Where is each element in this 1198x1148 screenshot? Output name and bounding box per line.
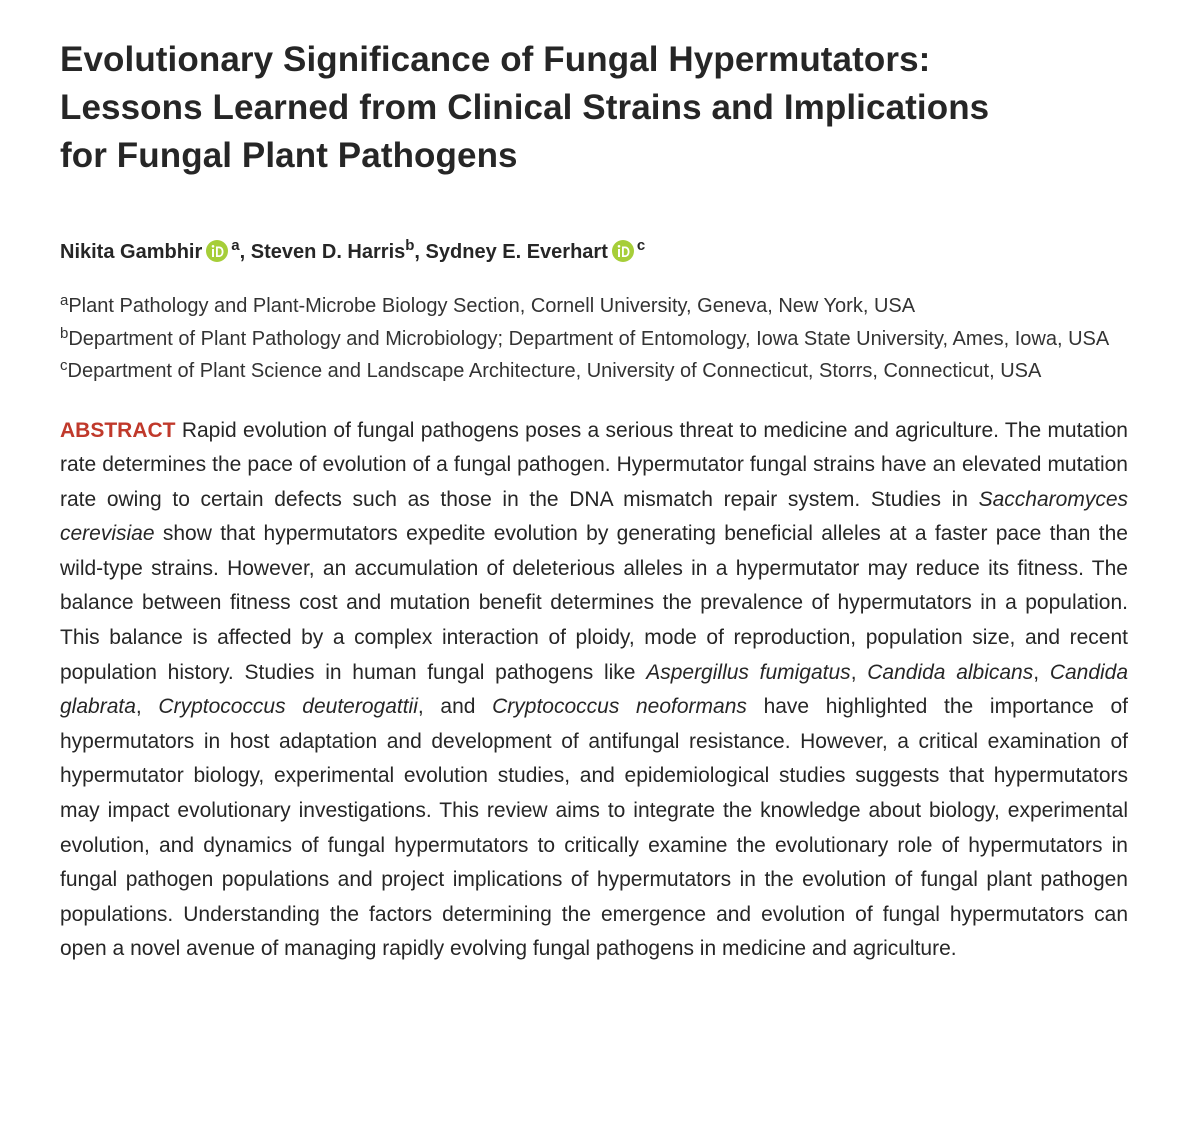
affiliation-mark: b [60,324,69,342]
author-separator: , [239,241,251,263]
title-line-1: Evolutionary Significance of Fungal Hypermutators: [60,40,931,79]
abstract-paragraph [60,414,1128,968]
abstract-text: show that hypermutators expedite evolution by generating beneficial alleles at a faster pace than the wild-type strains. However, an accumulation of deleterious alleles in a hypermutator may reduce its fitness. The balance between fitness cost and mutation benefit determines the prevalence of hypermutators in a population. This balance is affected by a complex interaction of ploidy, mode of reproduction, population size, and recent population history. Studies in human fungal pathogens like [60,522,1128,684]
abstract-text: , [1033,660,1050,684]
affiliation-item [60,323,1128,356]
affiliation-item [60,290,1128,323]
affiliation-text: Department of Plant Science and Landscape Architecture, University of Connecticut, Storrs, Connecticut, USA [67,360,1042,382]
orcid-icon[interactable] [206,240,228,262]
author-separator: , [414,241,426,263]
author-affiliation-mark: c [636,237,646,254]
title-line-2: Lessons Learned from Clinical Strains and Implications [60,88,990,127]
species-name: Candida glabrata [60,660,1129,719]
author-name[interactable]: Steven D. Harris [250,241,406,263]
affiliation-text: Plant Pathology and Plant-Microbe Biology Section, Cornell University, Geneva, New York, USA [68,295,916,317]
affiliation-text: Department of Plant Pathology and Microbiology; Department of Entomology, Iowa State University, Ames, Iowa, USA [68,327,1110,350]
author-affiliation-mark: a [231,237,240,254]
author-name[interactable]: Sydney E. Everhart [425,241,608,263]
orcid-icon[interactable] [612,240,634,262]
author-name[interactable]: Nikita Gambhir [60,241,203,263]
species-name: Aspergillus fumigatus [646,660,851,684]
species-name: Candida albicans [867,660,1034,684]
affiliation-mark: a [60,292,69,309]
article-title [60,36,1128,180]
species-name: Cryptococcus deuterogattii [158,695,418,719]
affiliation-mark: c [60,357,68,374]
abstract-text: , [850,660,868,684]
affiliation-item [60,355,1128,388]
species-name: Saccharomyces cerevisiae [60,487,1128,546]
article-header [60,36,1128,988]
abstract-text: , and [417,695,493,719]
abstract-text: , [135,695,159,719]
author-list [60,238,1128,266]
abstract-heading: ABSTRACT [60,418,176,442]
title-line-3: for Fungal Plant Pathogens [60,136,518,175]
abstract-text: have highlighted the importance of hypermutators in host adaptation and development of antifungal resistance. However, a critical examination of hypermutator biology, experimental evolution studies, and epidemiological studies suggests that hypermutators may impact evolutionary investigations. This review aims to integrate the knowledge about biology, experimental evolution, and dynamics of fungal hypermutators to critically examine the evolutionary role of hypermutators in fungal pathogen populations and project implications of hypermutators in the evolution of fungal plant pathogen populations. Understanding the factors determining the emergence and evolution of fungal hypermutators can open a novel avenue of managing rapidly evolving fungal pathogens in medicine and agriculture. [60,695,1128,961]
author-affiliation-mark: b [405,237,415,254]
affiliation-list [60,290,1128,388]
species-name: Cryptococcus neoformans [492,695,747,719]
abstract-text: Rapid evolution of fungal pathogens poses a serious threat to medicine and agriculture. The mutation rate determines the pace of evolution of a fungal pathogen. Hypermutator fungal strains have an elevated mutation rate owing to certain defects such as those in the DNA mismatch repair system. Studies in [60,418,1128,511]
